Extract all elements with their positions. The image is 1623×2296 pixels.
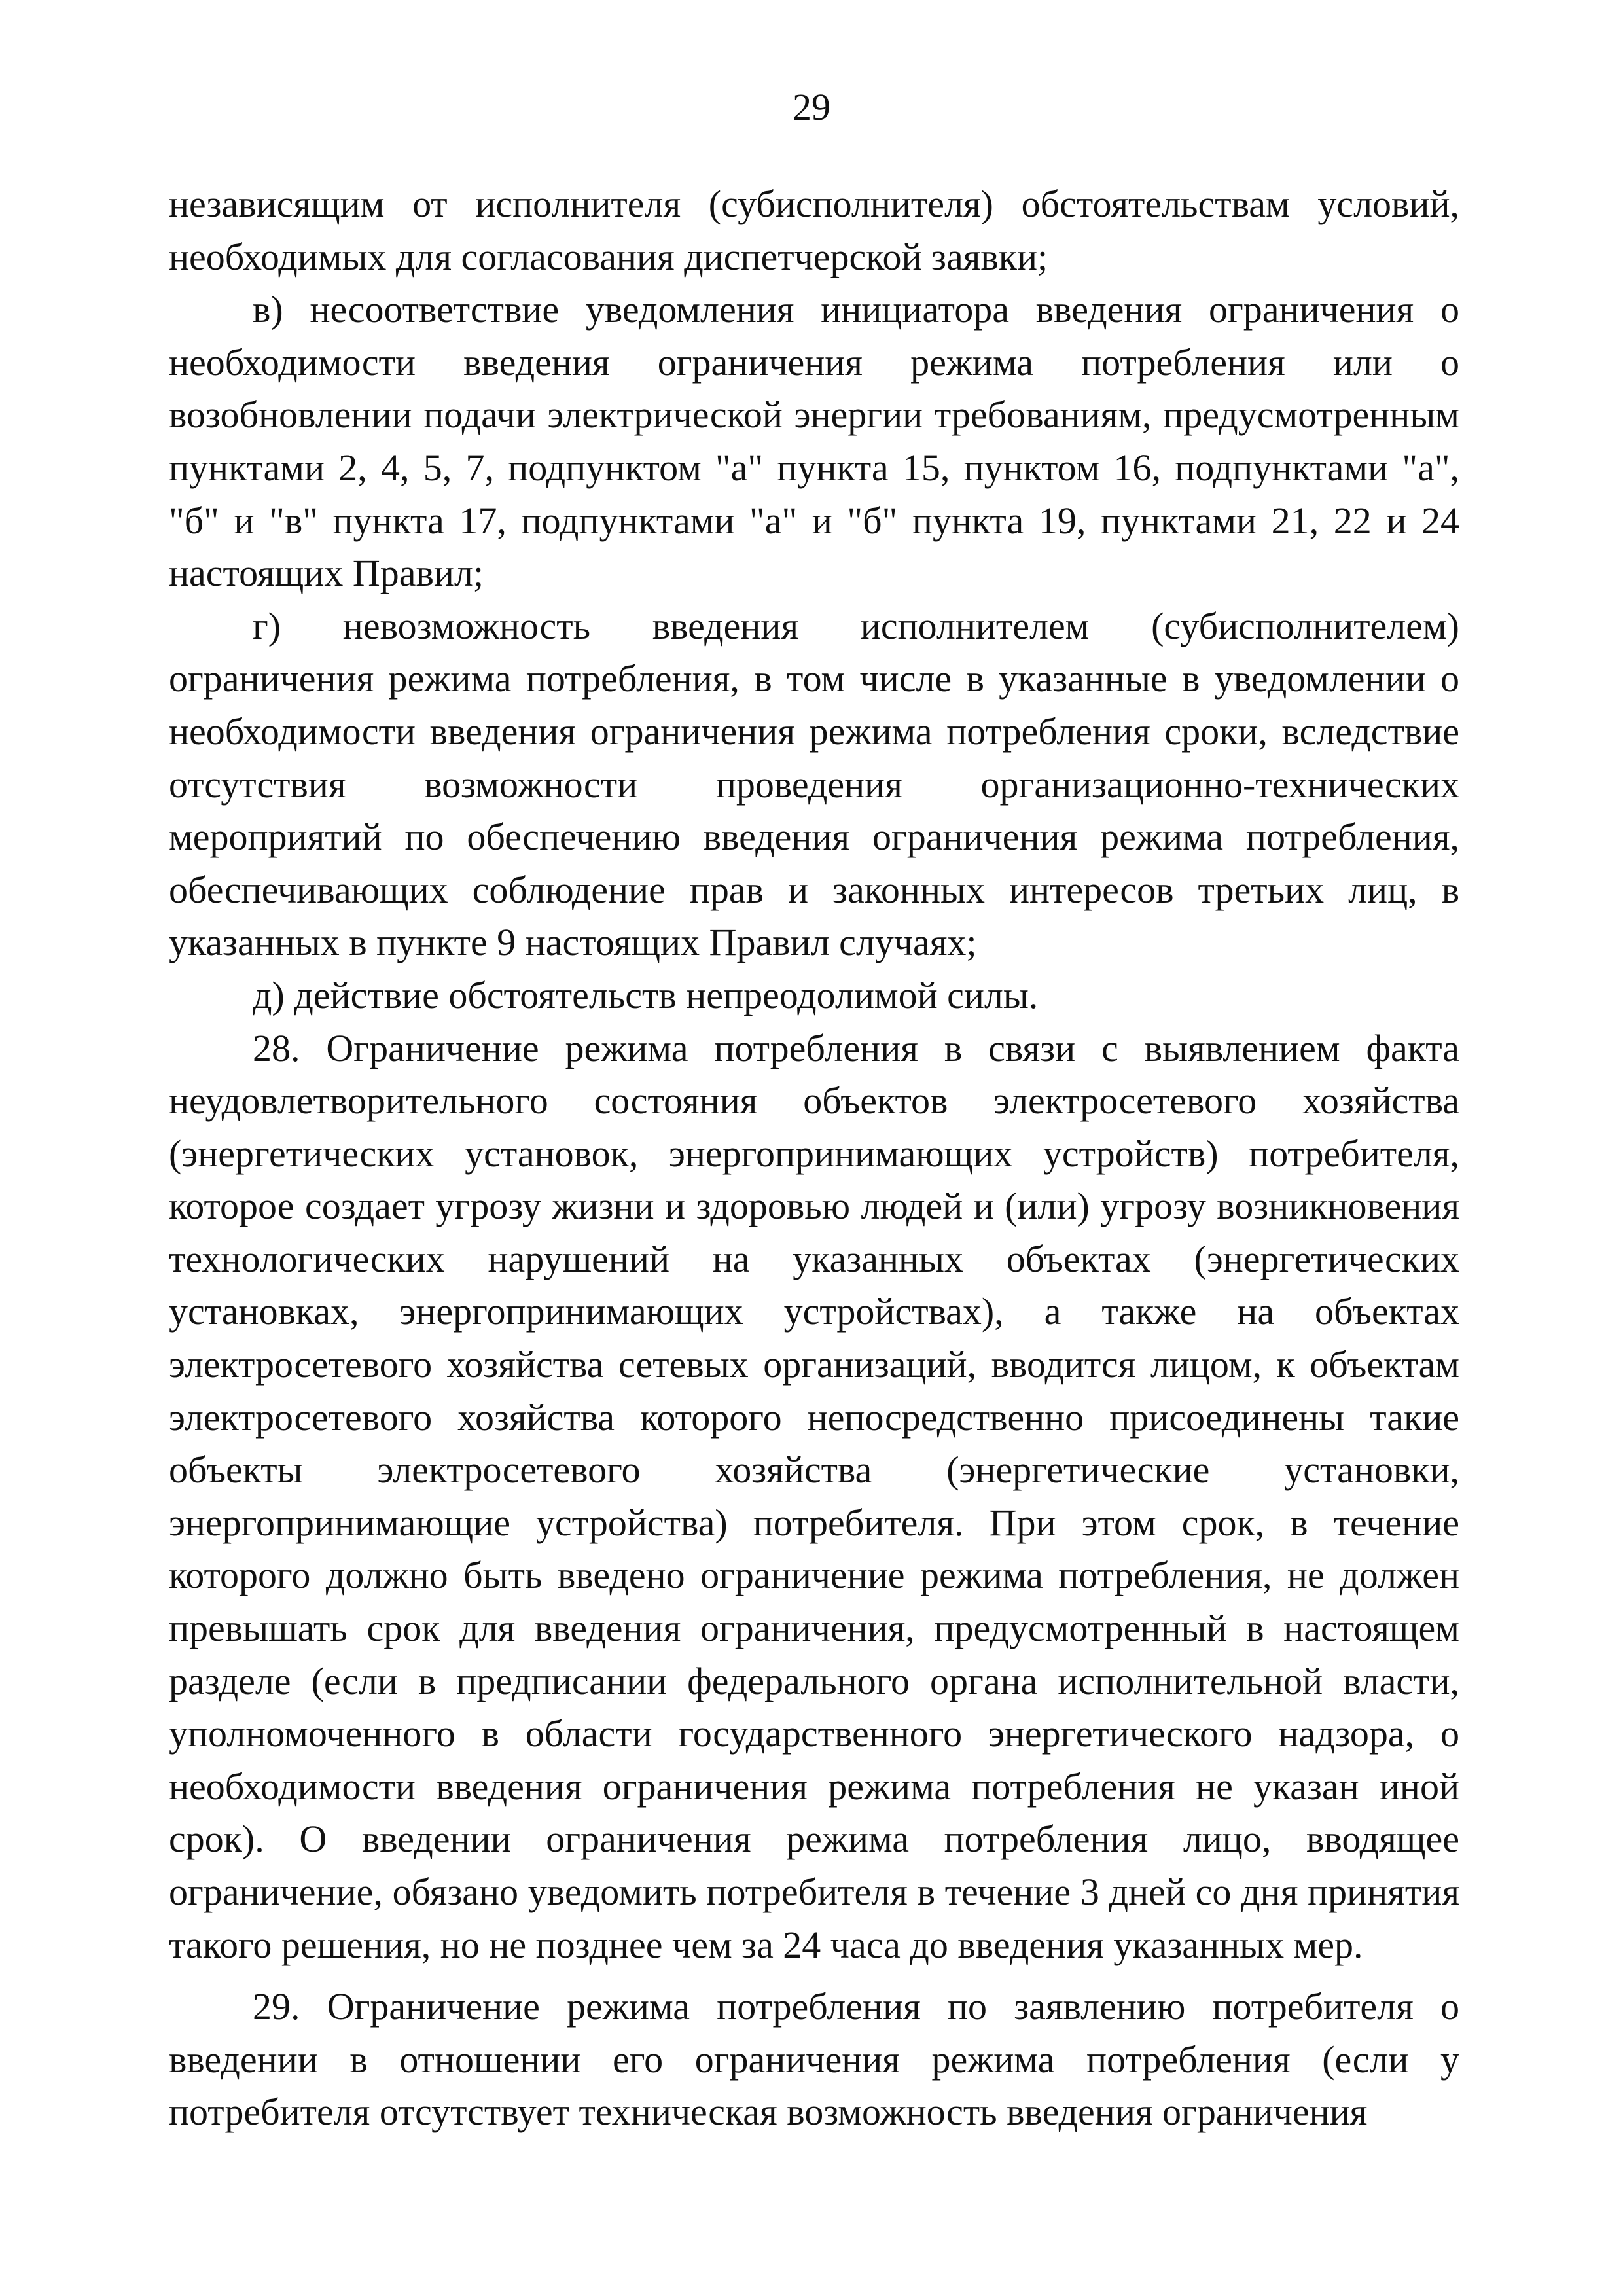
document-body — [169, 178, 1459, 2139]
paragraph-clause-29: 29. Ограничение режима потребления по заявлению потребителя о введении в отношении его ограничения режима потребления (если у потребителя отсутствует техническая возможность введения ограничения — [169, 1985, 1459, 2134]
paragraph-clause-28: 28. Ограничение режима потребления в связи с выявлением факта неудовлетворительного состояния объектов электросетевого хозяйства (энергетических установок, энергопринимающих устройств) потребителя, которое создает угрозу жизни и здоровью людей и (или) угрозу возникновения технологических нарушений на указанных объектах (энергетических установках, энергопринимающих устройствах), а также на объектах электросетевого хозяйства сетевых организаций, вводится лицом, к объектам электросетевого хозяйства которого непосредственно присоединены такие объекты электросетевого хозяйства (энергетические установки, энергопринимающие устройства) потребителя. При этом срок, в течение которого должно быть введено ограничение режима потребления, не должен превышать срок для введения ограничения, предусмотренный в настоящем разделе (если в предписании федерального органа исполнительной власти, уполномоченного в области государственного энергетического надзора, о необходимости введения ограничения режима потребления не указан иной срок). О введении ограничения режима потребления лицо, вводящее ограничение, обязано уведомить потребителя в течение 3 дней со дня принятия такого решения, но не позднее чем за 24 часа до введения указанных мер. — [169, 1026, 1459, 1966]
paragraph-item-g: г) невозможность введения исполнителем (субисполнителем) ограничения режима потребления, в том числе в указанные в уведомлении о необходимости введения ограничения режима потребления сроки, вследствие отсутствия возможности проведения организационно-технических мероприятий по обеспечению введения ограничения режима потребления, обеспечивающих соблюдение прав и законных интересов третьих лиц, в указанных в пункте 9 настоящих Правил случаях; — [169, 604, 1459, 964]
paragraph-item-v: в) несоответствие уведомления инициатора введения ограничения о необходимости введения ограничения режима потребления или о возобновлении подачи электрической энергии требованиям, предусмотренным пунктами 2, 4, 5, 7, подпунктом "а" пункта 15, пунктом 16, подпунктами "а", "б" и "в" пункта 17, подпунктами "а" и "б" пункта 19, пунктами 21, 22 и 24 настоящих Правил; — [169, 288, 1459, 595]
paragraph-continuation: независящим от исполнителя (субисполнителя) обстоятельствам условий, необходимых для согласования диспетчерской заявки; — [169, 183, 1459, 278]
paragraph-item-d: д) действие обстоятельств непреодолимой силы. — [253, 973, 1039, 1016]
page-number: 29 — [793, 86, 830, 128]
